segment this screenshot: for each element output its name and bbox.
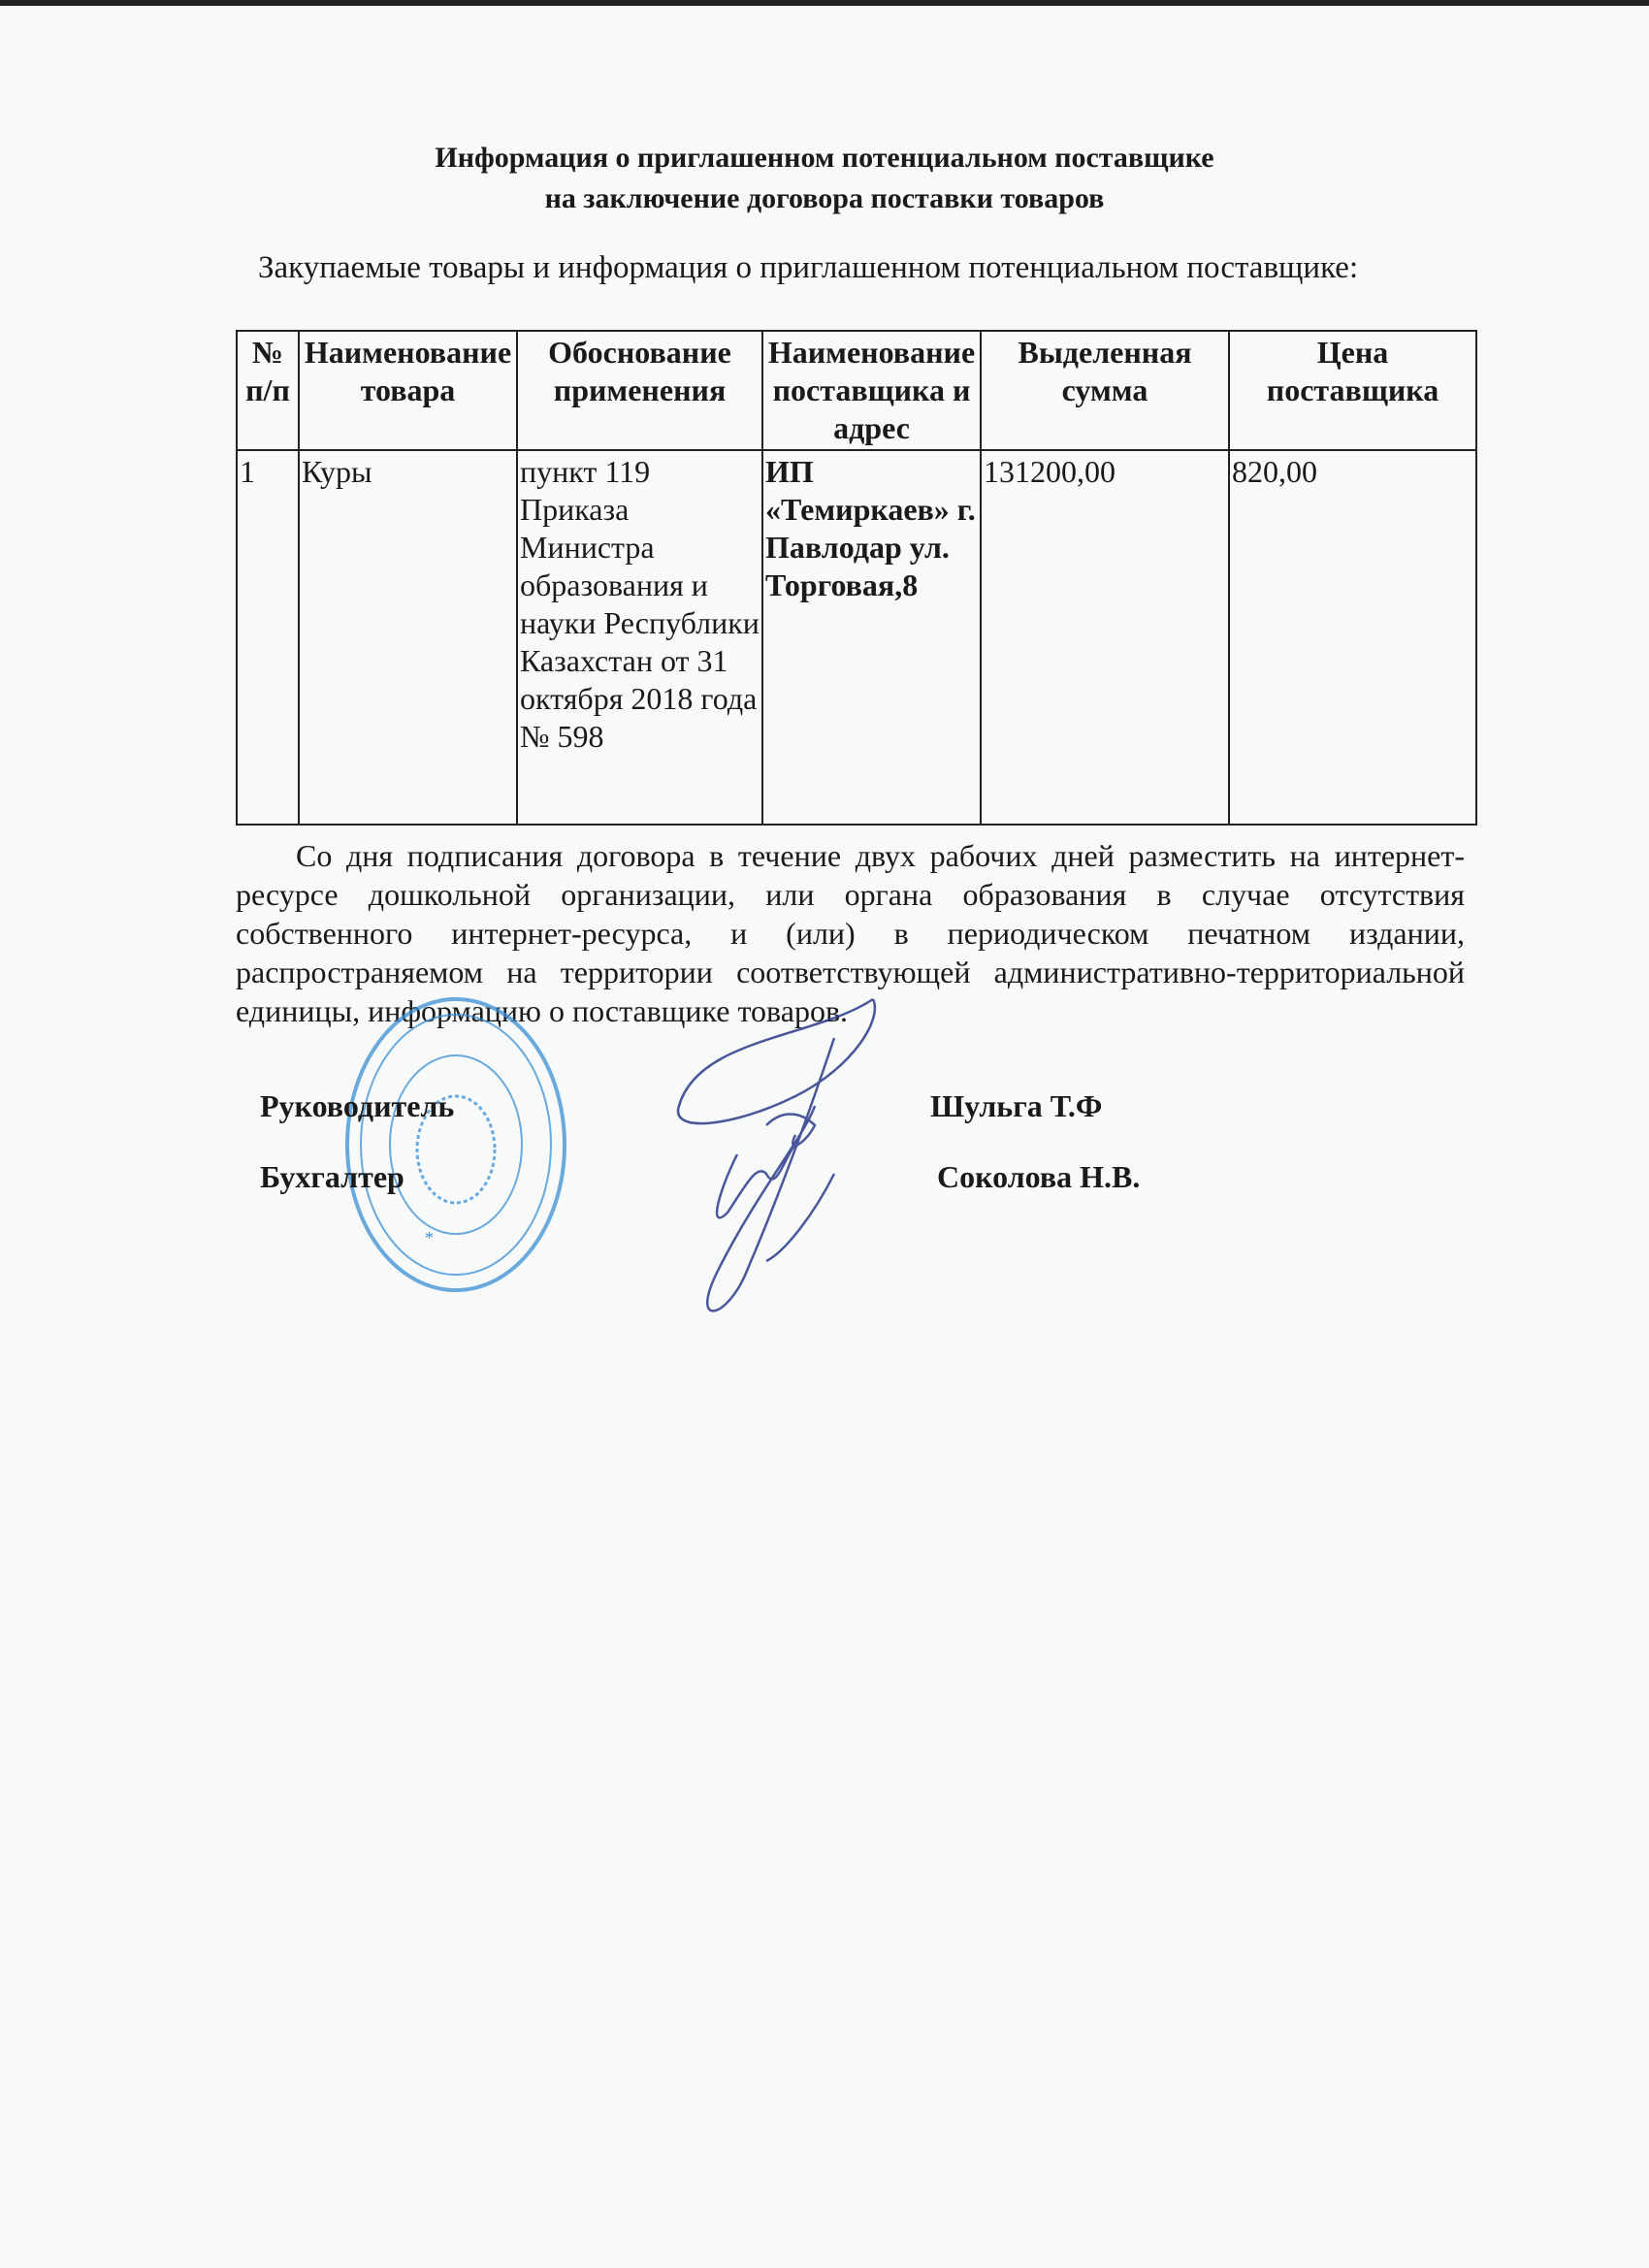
scan-edge: [0, 0, 1649, 6]
head-name: Шульга Т.Ф: [930, 1088, 1103, 1123]
cell-num: 1: [237, 450, 299, 825]
col-header-num: № п/п: [237, 331, 299, 450]
official-stamp: [340, 989, 572, 1300]
head-label: Руководитель: [260, 1088, 455, 1123]
col-header-allocated: Выделенная сумма: [981, 331, 1229, 450]
table-row: [237, 450, 1476, 825]
cell-price: 820,00: [1229, 450, 1476, 825]
document-title-line2: на заключение договора поставки товаров: [544, 182, 1105, 214]
accountant-label: Бухгалтер: [260, 1159, 404, 1194]
supplier-table: [236, 330, 1477, 826]
cell-allocated: 131200,00: [981, 450, 1229, 825]
col-header-item: Наименование товара: [299, 331, 517, 450]
accountant-name: Соколова Н.В.: [937, 1159, 1141, 1194]
stamp-star-icon: *: [425, 1228, 434, 1247]
cell-item: Куры: [299, 450, 517, 825]
instruction-paragraph: Со дня подписания договора в течение двух рабочих дней разместить на интернет-ресурсе дошкольной организации, или органа образования в случае отсутствия собственного интернет-ресурса, и (или) в периодическом печатном издании, распространяемом на территории соответствующей административно-территориальной единицы, информацию о поставщике товаров.: [236, 838, 1465, 1028]
table-header-row: [237, 331, 1476, 450]
document-title-line1: Информация о приглашенном потенциальном поставщике: [435, 142, 1214, 174]
col-header-price: Цена поставщика: [1229, 331, 1476, 450]
intro-text: Закупаемые товары и информация о приглашенном потенциальном поставщике:: [258, 250, 1359, 285]
col-header-basis: Обоснование применения: [517, 331, 762, 450]
col-header-supplier: Наименование поставщика и адрес: [762, 331, 981, 450]
cell-supplier: ИП «Темиркаев» г. Павлодар ул. Торговая,8: [762, 450, 981, 825]
cell-basis: пункт 119 Приказа Министра образования и науки Республики Казахстан от 31 октября 2018 года № 598: [517, 450, 762, 825]
handwritten-signature: [640, 980, 931, 1329]
